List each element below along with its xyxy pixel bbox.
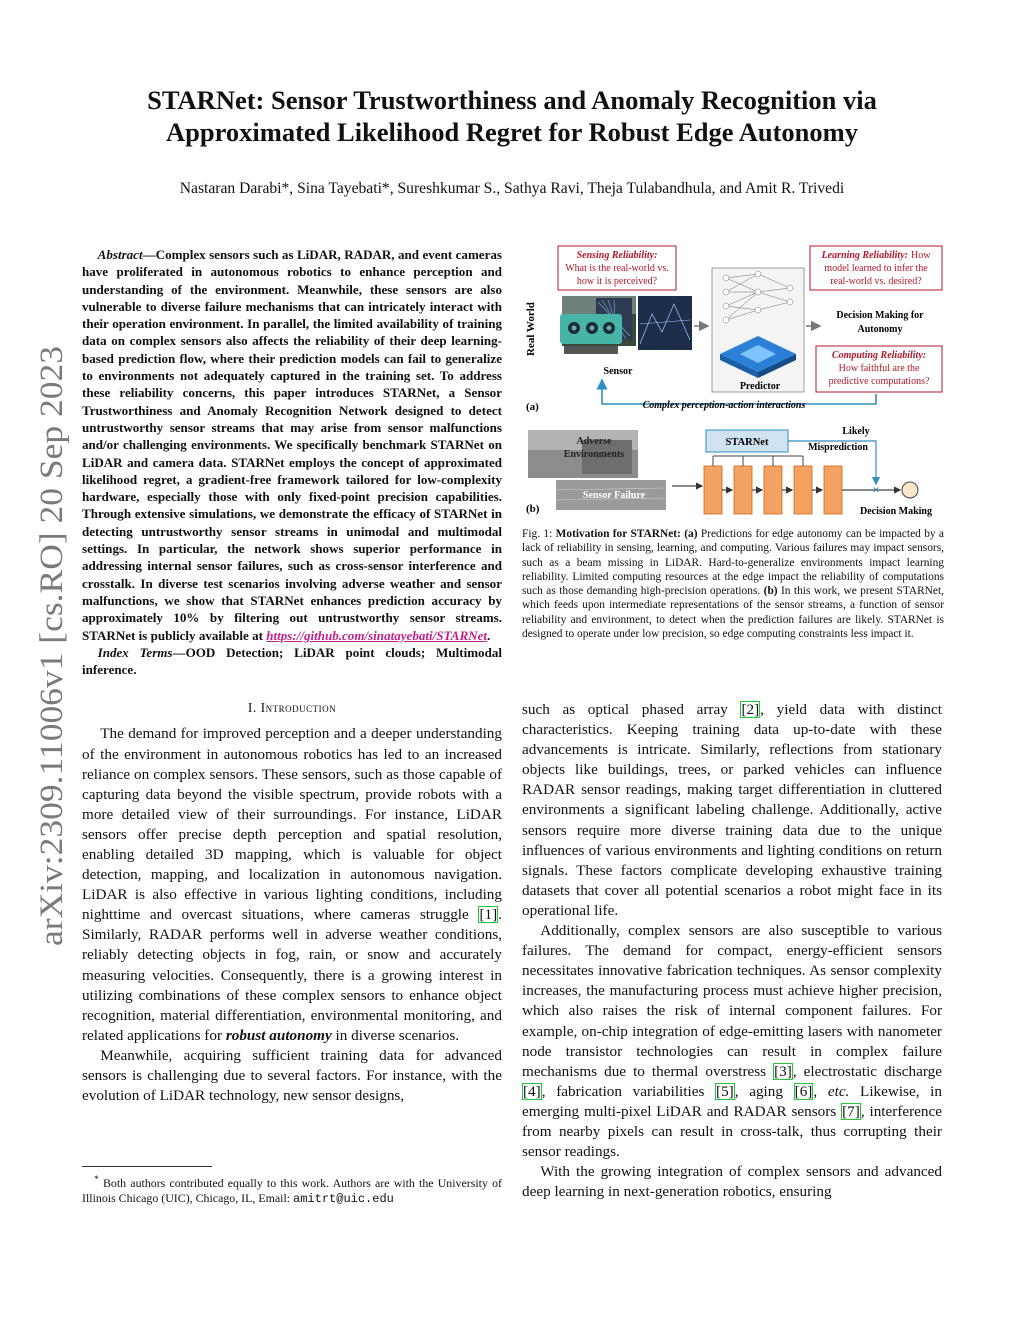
index-terms [82,644,502,679]
adverse-line-2: Environments [563,449,625,460]
learning-line-3: real-world vs. desired? [830,276,922,287]
footnote-marker: * [93,1174,99,1185]
citation-4[interactable]: [4] [523,1082,541,1100]
intro-text: Likewise, in emerging multi-pixel LiDAR and RADAR sensors [522,1082,942,1120]
sensing-reliability-title: Sensing Reliability: [576,250,658,261]
github-link[interactable]: https://github.com/sinatayebati/STARNet [266,627,487,643]
decision-making-label: Decision Making [860,506,932,517]
decision-node [902,482,918,498]
caption-text-b: In this work, we present STARNet, which feeds upon intermediate representations of the sensor streams, a function of sensor reliability and environment, to detect when the prediction failures are likely. STARNet is designed to operate under low precision, so edge computing constraints less impact it. [522,585,944,641]
predictor-label: Predictor [739,381,781,392]
sensor-device-icon [560,314,622,354]
intro-text: , fabrication variabilities [541,1082,716,1100]
citation-2[interactable]: [2] [741,701,760,718]
section-heading [82,700,502,716]
intro-paragraph-2: Meanwhile, acquiring sufficient training data for advanced sensors is challenging due to several factors. For instance, with the evolution of LiDAR technology, new sensor designs, [82,1046,502,1105]
paper-title: STARNet: Sensor Trustworthiness and Anomaly Recognition via Approximated Likelihood Regret for Robust Edge Autonomy [147,85,877,147]
emphasis-robust-autonomy: robust autonomy [225,1026,332,1044]
caption-a: (a) [684,528,698,540]
lidar-scan-image [638,296,692,350]
decision-line-2: Autonomy [857,324,903,335]
intro-text: , electrostatic discharge [792,1062,942,1080]
section-number: I. [247,700,257,716]
intro-paragraph-3 [522,921,942,1162]
caption-text-a: Predictions for edge autonomy can be impacted by a lack of reliability in sensing, learning, and computing. Various failures may impact sensors, such as a beam missing in LiDAR. Hard-to-generalize environments impact learning reliability. Limited computing resources at the edge impact the reliability of computations such as those demanding high-precision operations. [522,528,944,598]
citation-7[interactable]: [7] [842,1102,860,1120]
learning-line-2: model learned to infer the [824,263,928,274]
real-world-label: Real World [525,302,537,356]
intro-text: Additionally, complex sensors are also susceptible to various failures. The demand for compact, energy-efficient sensors necessitates innovative fabrication techniques. As sensor complexity increases, the manufacturing process must achieve higher precision, which also raises the risk of internal component failures. For example, on-chip integration of edge-emitting lasers with nanometer node transistor technologies can result in complex failure mechanisms due to thermal overstress [522,922,942,1080]
interactions-label: Complex perception-action interactions [642,400,806,411]
adverse-line-1: Adverse [576,436,612,447]
mask-cross-icon: × [872,482,880,497]
intro-text: such as optical phased array [522,701,741,718]
author-list: Nastaran Darabi*, Sina Tayebati*, Sureshkumar S., Sathya Ravi, Theja Tulabandhula, and Amit R. Trivedi [179,180,845,197]
learning-reliability-title: Learning Reliability: How [821,250,931,261]
caption-label: Fig. 1: [522,528,553,540]
sensor-failure-label: Sensor Failure [582,490,646,501]
arxiv-side-stamp [18,336,78,956]
intro-text: . Similarly, RADAR performs well in adverse weather conditions, reliably detecting objects in fog, rain, or snow and accurately measuring velocities. Consequently, there is a growing interest in utilizing combinations of these complex sensors to enhance object recognition, material differentiation, environmental monitoring, and related applications for [82,906,502,1044]
figure-1 [522,244,944,520]
intro-paragraph-1 [82,724,502,1046]
intro-text: , [813,1082,828,1100]
index-terms-text: —OOD Detection; LiDAR point clouds; Multimodal inference. [82,644,502,678]
starnet-label: STARNet [725,437,769,448]
intro-text: in diverse scenarios. [331,1026,460,1044]
citation-1[interactable]: [1] [479,906,498,924]
intro-paragraph-4: With the growing integration of complex sensors and advanced deep learning in next-generation robotics, ensuring [522,1163,942,1201]
footnote [82,1172,502,1207]
computing-reliability-title: Computing Reliability: [831,350,927,361]
panel-a-label: (a) [526,401,539,413]
abstract-text: —Complex sensors such as LiDAR, RADAR, and event cameras have proliferated in autonomous robotics to enhance perception and understanding of the environment. Meanwhile, these sensors are also vulnerable to diverse failure mechanisms that can intricately interact with their operation environment. In parallel, the limited availability of training data on complex sensors also affects the reliability of their deep learning-based prediction flow, where their prediction models can fail to generalize to environments not adequately captured in the training set. To address these reliability concerns, this paper introduces STARNet, a Sensor Trustworthiness and Anomaly Recognition Network designed to detect untrustworthy sensor streams that may arise from sensor malfunctions and/or challenging environments. We specifically benchmark STARNet on LiDAR and camera data. STARNet employs the concept of approximated likelihood regret, a gradient-free framework tailored for low-complexity hardware, especially those with only fixed-point precision capabilities. Through extensive simulations, we demonstrate the efficacy of STARNet in detecting untrustworthy sensor streams in unimodal and multimodal settings. In particular, the network shows superior performance in addressing internal sensor failures, such as cross-sensor interference and crosstalk. In diverse test scenarios involving adverse weather and sensor malfunctions, we show that STARNet enhances prediction accuracy by approximately 10% by filtering out untrustworthy sensor streams. STARNet is publicly available at [82,247,502,643]
decision-line-1: Decision Making for [836,310,924,321]
footnote-email: amitrt@uic.edu [293,1191,394,1206]
right-column [522,700,942,1202]
etc-emphasis: etc. [827,1082,850,1100]
intro-text: The demand for improved perception and a deeper understanding of the environment in autonomous robotics has led to an increased reliance on complex sensors. These sensors, such as those capable of capturing data beyond the visible spectrum, provide robots with a more detailed view of their surroundings. For instance, LiDAR sensors offer precise depth perception and spatial resolution, enabling detailed 3D mapping, which is valuable for object detection, mapping, and localization in autonomous navigation. LiDAR is also effective in various lighting conditions, including nighttime and overcast situations, where cameras struggle [82,725,502,924]
sensing-line-1: What is the real-world vs. [565,263,669,274]
abstract-end: . [487,627,491,643]
footnote-rule [82,1166,212,1167]
backbone-layers [672,456,842,514]
caption-b: (b) [763,585,778,598]
figure-caption [522,527,944,641]
intro-paragraph-continued [522,700,942,921]
arxiv-identifier: arXiv:2309.11006v1 [cs.RO] 20 Sep 2023 [34,388,70,946]
sensor-label: Sensor [603,366,633,377]
sensing-line-2: how it is perceived? [576,276,658,287]
citation-3[interactable]: [3] [774,1062,792,1080]
abstract [82,246,502,644]
citation-5[interactable]: [5] [716,1082,734,1100]
intro-text: , aging [734,1082,794,1100]
left-column [82,246,502,1106]
likely-label: Likely [842,426,870,437]
index-terms-label: Index Terms [97,644,173,660]
caption-bold: Motivation for STARNet: [555,528,681,540]
section-title: Introduction [260,700,337,716]
abstract-label: Abstract [97,247,143,262]
panel-b-label: (b) [526,503,540,515]
misprediction-label: Misprediction [808,442,868,453]
intro-text: , interference from nearby pixels can result in cross-talk, thus corrupting their sensor readings. [522,1102,942,1161]
intro-text: , yield data with distinct characteristics. Keeping training data up-to-date with these advancements is intricate. Similarly, reflections from stationary objects like buildings, trees, or parked vehicles can influence RADAR sensor readings, making target differentiation in cluttered environments a significant labeling challenge. Additionally, active sensors require more diverse training data due to the unique influences of various environments and lighting conditions on return signals. These factors complicate developing exhaustive training datasets that cover all potential scenarios a robot might face in its operational life. [522,701,942,919]
citation-6[interactable]: [6] [794,1082,813,1100]
computing-line-2: How faithful are the [838,363,920,374]
computing-line-3: predictive computations? [828,376,930,387]
footnote-text: Both authors contributed equally to this work. Authors are with the University of Illinois Chicago (UIC), Chicago, IL, Email: [82,1175,502,1205]
